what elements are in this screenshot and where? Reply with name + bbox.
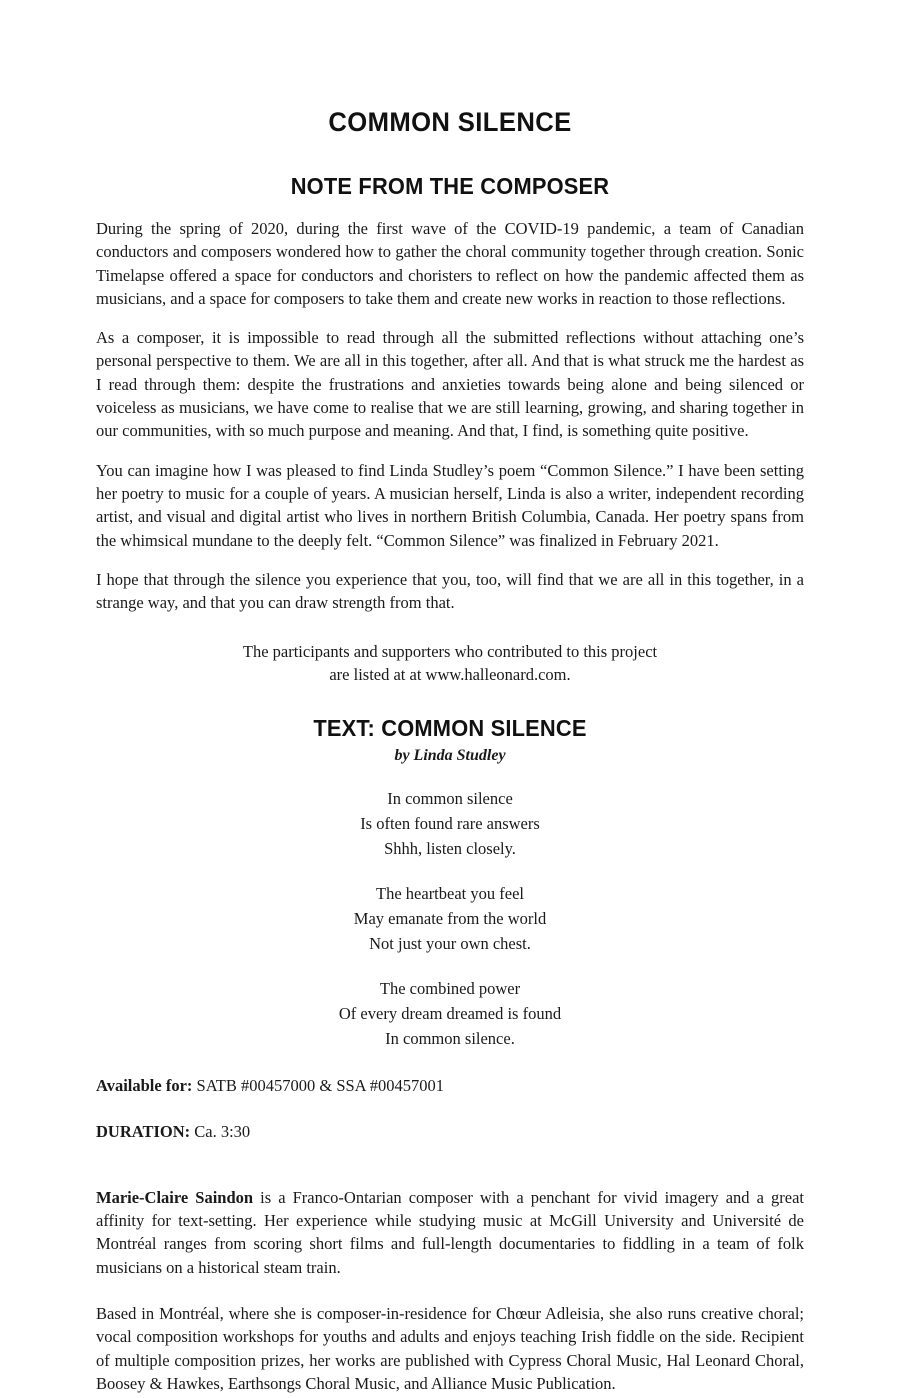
participants-credit-block: [96, 614, 804, 686]
note-paragraph: As a composer, it is impossible to read through all the submitted reflections without attaching one’s personal perspective to them. We are all in this together, after all. And that is what struck me the hardest as I read through them: despite the frustrations and anxieties towards being alone and being silenced or voiceless as musicians, we have come to realise that we are still learning, growing, and sharing together in our communities, with so much purpose and meaning. And that, I find, is something quite positive.: [96, 328, 804, 441]
availability-label: Available for:: [96, 1075, 193, 1095]
poem-line: May emanate from the world: [353, 908, 547, 928]
page-content-column: [96, 0, 804, 1395]
poem-line: Shhh, listen closely.: [384, 838, 516, 858]
bio-paragraph-text: is a Franco-Ontarian composer with a penchant for vivid imagery and a great affinity for text-setting. Her experience while studying music at McGill University and Université de Montréal ranges from scoring short films and full-length documentaries to fiddling in a team of folk musicians on a historical steam train.: [96, 1187, 804, 1277]
note-paragraph: I hope that through the silence you experience that you, too, will find that we are all in this together, in a strange way, and that you can draw strength from that.: [96, 569, 804, 613]
poem-body: [96, 765, 804, 1051]
poem-stanza: [96, 861, 804, 956]
credit-line-website: are listed at at www.halleonard.com.: [329, 665, 571, 685]
poem-line: Not just your own chest.: [369, 933, 531, 953]
note-paragraph: During the spring of 2020, during the first wave of the COVID-19 pandemic, a team of Canadian conductors and composers wondered how to gather the choral community together through creation. Sonic Timelapse offered a space for conductors and choristers to reflect on how the pandemic affected them as musicians, and a space for composers to take them and create new works in reaction to those reflections.: [96, 218, 804, 308]
duration-value: Ca. 3:30: [190, 1121, 251, 1141]
availability-value: SATB #00457000 & SSA #00457001: [192, 1075, 445, 1095]
poem-byline: by Linda Studley: [394, 746, 506, 764]
composer-name: Marie-Claire Saindon: [96, 1187, 254, 1207]
note-paragraph: You can imagine how I was pleased to find Linda Studley’s poem “Common Silence.” I have been setting her poetry to music for a couple of years. A musician herself, Linda is also a writer, independent recording artist, and visual and digital artist who lives in northern British Columbia, Canada. Her poetry spans from the whimsical mundane to the deeply felt. “Common Silence” was finalized in February 2021.: [96, 460, 804, 550]
duration-label: DURATION:: [96, 1121, 191, 1141]
poem-stanza: [96, 956, 804, 1051]
page-title: COMMON SILENCE: [328, 107, 572, 137]
section-heading-note-from-composer: NOTE FROM THE COMPOSER: [290, 172, 610, 199]
composer-note-body: [96, 199, 804, 614]
poem-line: Of every dream dreamed is found: [338, 1003, 562, 1023]
section-heading-text-common-silence: TEXT: COMMON SILENCE: [313, 715, 587, 742]
poem-line: In common silence.: [385, 1028, 515, 1048]
credit-line-participants: The participants and supporters who contributed to this project: [242, 642, 658, 662]
poem-stanza: [96, 786, 804, 861]
poem-line: In common silence: [387, 788, 513, 808]
duration-line: [96, 1097, 804, 1143]
poem-line: Is often found rare answers: [360, 813, 540, 833]
availability-line: [96, 1051, 804, 1097]
composer-bio: [96, 1143, 804, 1395]
poem-line: The combined power: [379, 978, 521, 998]
bio-paragraph: Based in Montréal, where she is composer-in-residence for Chœur Adleisia, she also runs creative choral; vocal composition workshops for youths and adults and enjoys teaching Irish fiddle on the side. Recipient of multiple composition prizes, her works are published with Cypress Choral Music, Hal Leonard Choral, Boosey & Hawkes, Earthsongs Choral Music, and Alliance Music Publication.: [96, 1303, 804, 1393]
bio-paragraph: [96, 1163, 804, 1279]
poem-line: The heartbeat you feel: [376, 883, 524, 903]
